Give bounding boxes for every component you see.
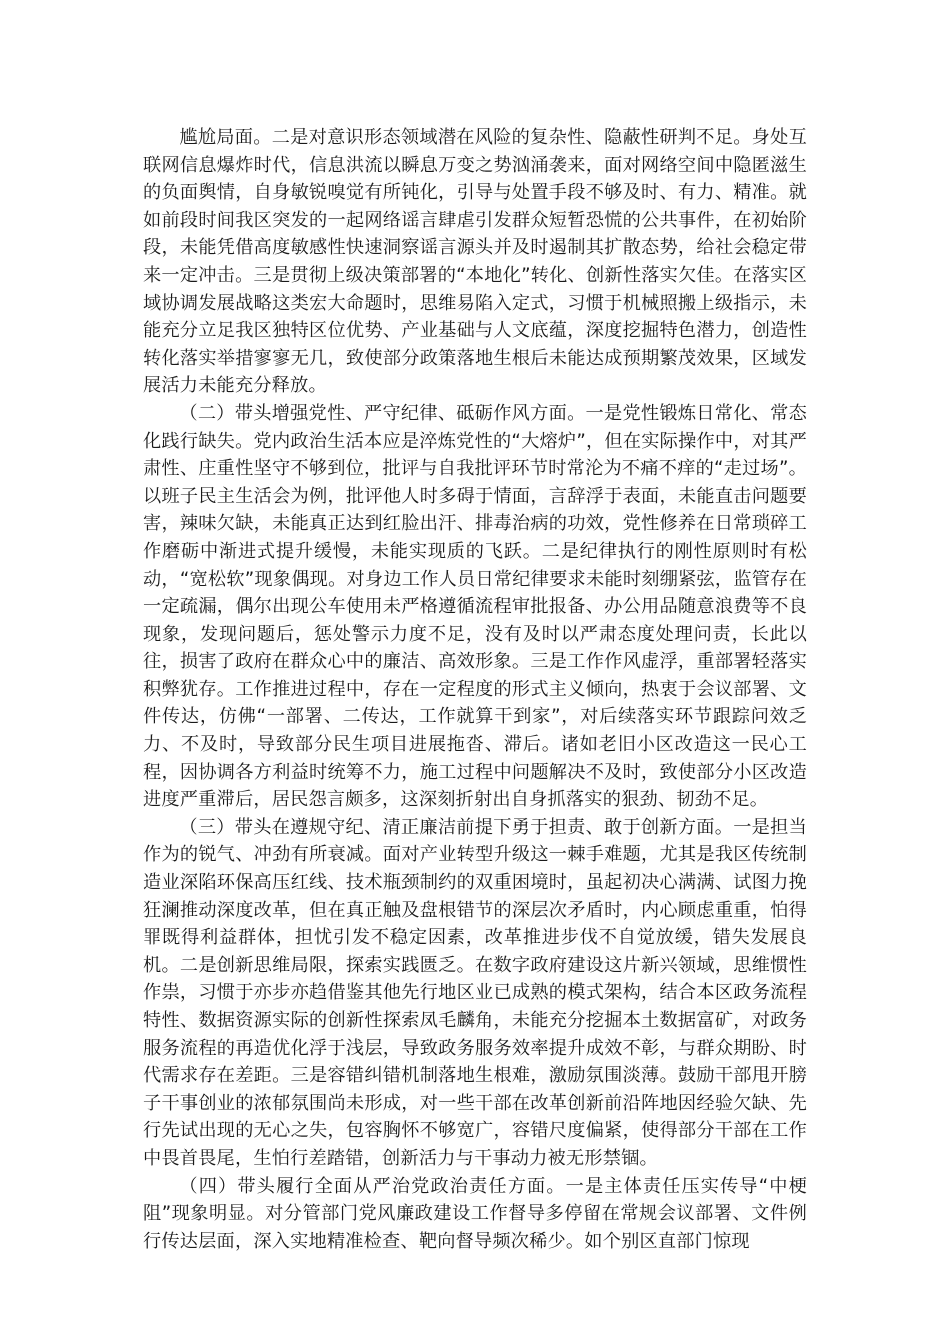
paragraph-3: （三）带头在遵规守纪、清正廉洁前提下勇于担责、敢于创新方面。一是担当作为的锐气、冲劲有所衰减。面对产业转型升级这一棘手难题，尤其是我区传统制造业深陷环保高压红线、技术瓶颈制约的双重困境时，虽起初决心满满、试图力挽狂澜推动深度改革，但在真正触及盘根错节的深层次矛盾时，内心顾虑重重，怕得罪既得利益群体，担忧引发不稳定因素，改革推进步伐不自觉放缓，错失发展良机。二是创新思维局限，探索实践匮乏。在数字政府建设这片新兴领域，思维惯性作祟，习惯于亦步亦趋借鉴其他先行地区业已成熟的模式架构，结合本区政务流程特性、数据资源实际的创新性探索凤毛麟角，未能充分挖掘本土数据富矿，对政务服务流程的再造优化浮于浅层，导致政务服务效率提升成效不彰，与群众期盼、时代需求存在差距。三是容错纠错机制落地生根难，激励氛围淡薄。鼓励干部甩开膀子干事创业的浓郁氛围尚未形成，对一些干部在改革创新前沿阵地因经验欠缺、先行先试出现的无心之失，包容胸怀不够宽广，容错尺度偏紧，使得部分干部在工作中畏首畏尾，生怕行差踏错，创新活力与干事动力被无形禁锢。 — [143, 816, 807, 1169]
paragraph-2: （二）带头增强党性、严守纪律、砥砺作风方面。一是党性锻炼日常化、常态化践行缺失。党内政治生活本应是淬炼党性的“大熔炉”，但在实际操作中，对其严肃性、庄重性坚守不够到位，批评与自我批评环节时常沦为不痛不痒的“走过场”。以班子民主生活会为例，批评他人时多碍于情面，言辞浮于表面，未能直击问题要害，辣味欠缺，未能真正达到红脸出汗、排毒治病的功效，党性修养在日常琐碎工作磨砺中渐进式提升缓慢，未能实现质的飞跃。二是纪律执行的刚性原则时有松动，“宽松软”现象偶现。对身边工作人员日常纪律要求未能时刻绷紧弦，监管存在一定疏漏，偶尔出现公车使用未严格遵循流程审批报备、办公用品随意浪费等不良现象，发现问题后，惩处警示力度不足，没有及时以严肃态度处理问责，长此以往，损害了政府在群众心中的廉洁、高效形象。三是工作作风虚浮，重部署轻落实积弊犹存。工作推进过程中，存在一定程度的形式主义倾向，热衷于会议部署、文件传达，仿佛“一部署、二传达，工作就算干到家”，对后续落实环节跟踪问效乏力、不及时，导致部分民生项目进展拖沓、滞后。诸如老旧小区改造这一民心工程，因协调各方利益时统筹不力，施工过程中问题解决不及时，致使部分小区改造进度严重滞后，居民怨言颇多，这深刻折射出自身抓落实的狠劲、韧劲不足。 — [143, 402, 807, 811]
paragraph-1: 尴尬局面。二是对意识形态领域潜在风险的复杂性、隐蔽性研判不足。身处互联网信息爆炸时代，信息洪流以瞬息万变之势汹涌袭来，面对网络空间中隐匿滋生的负面舆情，自身敏锐嗅觉有所钝化，引导与处置手段不够及时、有力、精准。就如前段时间我区突发的一起网络谣言肆虐引发群众短暂恐慌的公共事件，在初始阶段，未能凭借高度敏感性快速洞察谣言源头并及时遏制其扩散态势，给社会稳定带来一定冲击。三是贯彻上级决策部署的“本地化”转化、创新性落实欠佳。在落实区域协调发展战略这类宏大命题时，思维易陷入定式，习惯于机械照搬上级指示，未能充分立足我区独特区位优势、产业基础与人文底蕴，深度挖掘特色潜力，创造性转化落实举措寥寥无几，致使部分政策落地生根后未能达成预期繁茂效果，区域发展活力未能充分释放。 — [143, 127, 807, 397]
document-body — [143, 124, 807, 1255]
paragraph-4: （四）带头履行全面从严治党政治责任方面。一是主体责任压实传导“中梗阻”现象明显。对分管部门党风廉政建设工作督导多停留在常规会议部署、文件例行传达层面，深入实地精准检查、靶向督导频次稀少。如个别区直部门惊现 — [143, 1175, 807, 1252]
